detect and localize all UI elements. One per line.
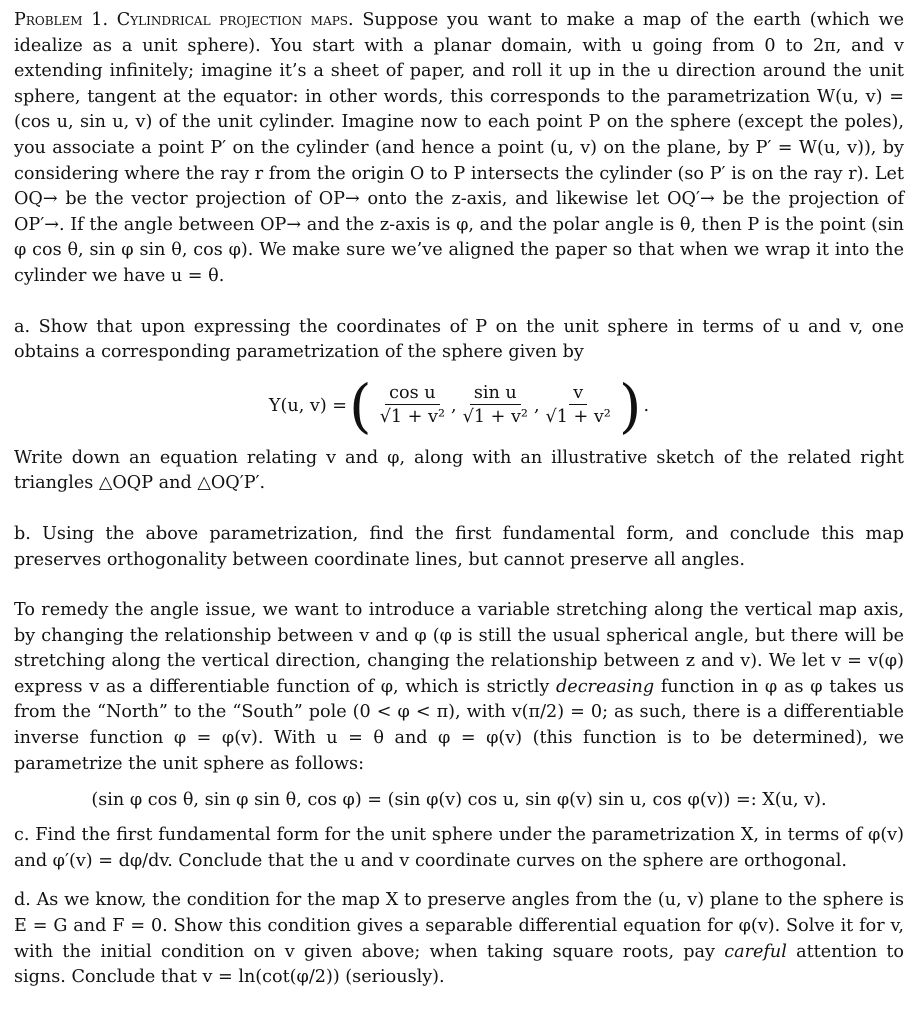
formula-fraction-3 — [542, 382, 615, 429]
fraction-2-numerator: sin u — [470, 382, 521, 405]
formula-fraction-1 — [376, 382, 449, 429]
part-d-emphasis: careful — [724, 941, 787, 962]
remedy-paragraph — [14, 598, 904, 777]
fraction-3-denominator: √1 + v² — [545, 407, 611, 428]
problem-intro-text: Suppose you want to make a map of the earth (which we idealize as a unit sphere). You start with a planar domain, with u going from 0 to 2π, and v extending infinitely; imagine it’s a sheet of paper, and roll it up in the u direction around the unit sphere, tangent at the equator: in other words, this corresponds to the parametrization W(u, v) = (cos u, sin u, v) of the unit cylinder. Imagine now to each point P on the sphere (except the poles), you associate a point P′ on the cylinder (and hence a point (u, v) on the plane, by P′ = W(u, v)), by considering where the ray r from the origin O to P intersects the cylinder (so P′ is on the ray r). Let OQ→ be the vector projection of OP→ onto the z-axis, and likewise let OQ′→ be the projection of OP′→. If the angle between OP→ and the z-axis is φ, and the polar angle is θ, then P is the point (sin φ cos θ, sin φ sin θ, cos φ). We make sure we’ve aligned the paper so that when we wrap it into the cylinder we have u = θ. — [14, 10, 904, 286]
fraction-1-denominator: √1 + v² — [379, 407, 446, 428]
formula-right-paren: ) — [618, 371, 642, 440]
part-d-text-before: d. As we know, the condition for the map X to preserve angles from the (u, v) plane to the sphere is E = G and F = 0. Show this condition gives a separable differential equation for φ(v). Solve it for v, with the initial condition on v given above; when taking square roots, pay — [14, 890, 904, 962]
formula-fraction-2 — [459, 382, 532, 429]
remedy-text-after: function in φ as φ takes us from the “North” to the “South” pole (0 < φ < π), with v(π/2) = 0; as such, there is a differentiable inverse function φ = φ(v). With u = θ and φ = φ(v) (this function is to be determined), we parametrize the unit sphere as follows: — [14, 676, 905, 774]
fraction-3-numerator: v — [569, 382, 587, 405]
problem-title: Problem 1. Cylindrical projection maps. — [14, 10, 354, 30]
part-a-followup: Write down an equation relating v and φ, along with an illustrative sketch of the related right triangles △OQP and △OQ′P′. — [14, 447, 904, 494]
formula-end: . — [643, 395, 650, 416]
formula-left-paren: ( — [349, 371, 372, 440]
part-d-text-after: attention to signs. Conclude that v = ln(cot(φ/2)) (seriously). — [14, 941, 905, 988]
problem-intro-paragraph — [14, 8, 904, 290]
part-a-formula — [14, 366, 904, 446]
formula-separator-1: , — [451, 395, 457, 416]
fraction-1-numerator: cos u — [385, 382, 439, 405]
formula-lhs: Y(u, v) = — [268, 395, 348, 416]
formula-separator-2: , — [533, 395, 540, 416]
remedy-emphasis: decreasing — [556, 676, 655, 697]
part-c-text: c. Find the first fundamental form for the unit sphere under the parametrization X, in terms of φ(v) and φ′(v) = dφ/dv. Conclude that the u and v coordinate curves on the sphere are orthogonal. — [14, 825, 904, 871]
sphere-parametrization-equation: (sin φ cos θ, sin φ sin θ, cos φ) = (sin φ(v) cos u, sin φ(v) sin u, cos φ(v)) =: X(u, v). — [91, 790, 827, 811]
part-a-text: a. Show that upon expressing the coordinates of P on the unit sphere in terms of u and v, one obtains a corresponding parametrization of the sphere given by — [14, 316, 904, 363]
fraction-2-denominator: √1 + v² — [462, 407, 528, 428]
part-d-paragraph — [14, 888, 904, 990]
remedy-text-before: To remedy the angle issue, we want to introduce a variable stretching along the vertical map axis, by changing the relationship between v and φ (φ is still the usual spherical angle, but there will be stretching along the vertical direction, changing the relationship between z and v). We let v = v(φ) express v as a differentiable function of φ, which is strictly — [14, 600, 904, 697]
part-b-text: b. Using the above parametrization, find the first fundamental form, and conclude this map preserves orthogonality between coordinate lines, but cannot preserve all angles. — [14, 523, 904, 570]
